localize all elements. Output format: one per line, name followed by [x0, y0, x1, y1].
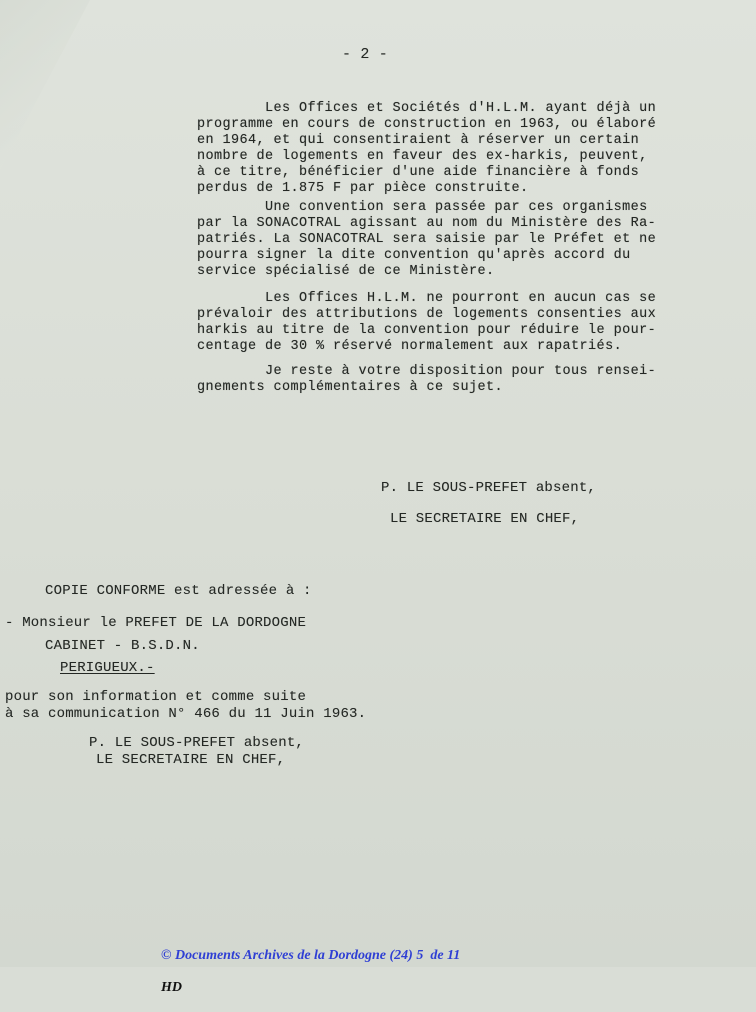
page-number: - 2 - [342, 46, 389, 63]
paragraph-line: pourra signer la dite convention qu'après accord du [197, 248, 631, 263]
hd-badge: HD [161, 980, 182, 995]
paragraph-line: perdus de 1.875 F par pièce construite. [197, 181, 529, 196]
copy-recipient: - Monsieur le PREFET DE LA DORDOGNE [5, 615, 307, 631]
paragraph-1 [197, 101, 702, 197]
paragraph-line: patriés. La SONACOTRAL sera saisie par le Préfet et ne [197, 232, 657, 247]
copy-city: PERIGUEUX.- [60, 660, 155, 676]
paragraph-line: Je reste à votre disposition pour tous rensei- [197, 364, 657, 379]
signature-bottom-line-1: P. LE SOUS-PREFET absent, [89, 735, 305, 751]
paragraph-line: Les Offices et Sociétés d'H.L.M. ayant déjà un [197, 101, 657, 116]
copy-purpose-line-2: à sa communication N° 466 du 11 Juin 1963. [5, 706, 367, 722]
paragraph-line: en 1964, et qui consentiraient à réserver un certain [197, 133, 640, 148]
paragraph-line: harkis au titre de la convention pour réduire le pour- [197, 323, 657, 338]
paragraph-line: centage de 30 % réservé normalement aux rapatriés. [197, 339, 623, 354]
copy-purpose-line-1: pour son information et comme suite [5, 689, 307, 705]
paragraph-line: gnements complémentaires à ce sujet. [197, 380, 504, 395]
signature-top-line-2: LE SECRETAIRE EN CHEF, [390, 511, 580, 527]
copy-notice-heading: COPIE CONFORME est adressée à : [45, 583, 312, 599]
signature-bottom-line-2: LE SECRETAIRE EN CHEF, [96, 752, 286, 768]
paragraph-line: prévaloir des attributions de logements consenties aux [197, 307, 657, 322]
paragraph-2 [197, 200, 702, 280]
signature-top-line-1: P. LE SOUS-PREFET absent, [381, 480, 597, 496]
paragraph-line: Les Offices H.L.M. ne pourront en aucun cas se [197, 291, 657, 306]
paragraph-line: programme en cours de construction en 1963, ou élaboré [197, 117, 657, 132]
page-fold-shadow [0, 0, 90, 170]
paragraph-line: service spécialisé de ce Ministère. [197, 264, 495, 279]
paragraph-line: Une convention sera passée par ces organismes [197, 200, 648, 215]
paragraph-line: à ce titre, bénéficier d'une aide financière à fonds [197, 165, 640, 180]
paragraph-line: nombre de logements en faveur des ex-harkis, peuvent, [197, 149, 648, 164]
paragraph-line: par la SONACOTRAL agissant au nom du Ministère des Ra- [197, 216, 657, 231]
paragraph-3 [197, 291, 702, 355]
archive-credit [147, 932, 460, 1012]
copy-department: CABINET - B.S.D.N. [45, 638, 200, 654]
archive-credit-text: © Documents Archives de la Dordogne (24) 5 de 11 [161, 948, 461, 963]
paragraph-4 [197, 364, 702, 396]
